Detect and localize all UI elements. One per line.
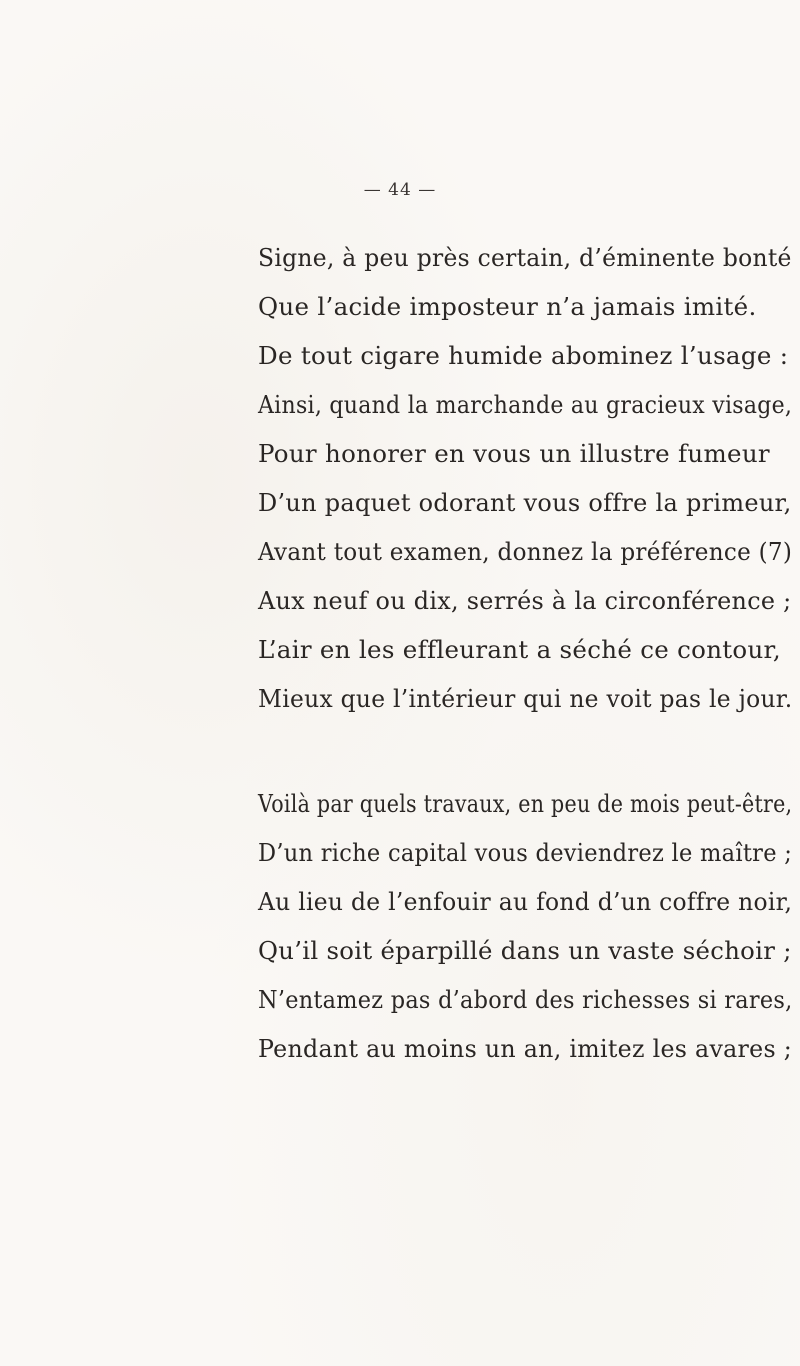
verse-line: L’air en les effleurant a séché ce contour, — [258, 635, 781, 664]
verse-line: N’entamez pas d’abord des richesses si rares, — [258, 985, 793, 1014]
verse-line: Que l’acide imposteur n’a jamais imité. — [258, 292, 757, 321]
verse-line: Pendant au moins un an, imitez les avares ; — [258, 1034, 793, 1063]
verse-line: Ainsi, quand la marchande au gracieux visage, — [258, 390, 793, 419]
verse-line: Aux neuf ou dix, serrés à la circonférence ; — [258, 586, 792, 615]
verse-line: Pour honorer en vous un illustre fumeur — [258, 439, 770, 468]
verse-line: D’un paquet odorant vous offre la primeur, — [258, 488, 792, 517]
verse-line: De tout cigare humide abominez l’usage : — [258, 341, 789, 370]
verse-line: Qu’il soit éparpillé dans un vaste séchoir ; — [258, 936, 792, 965]
verse-line: Voilà par quels travaux, en peu de mois peut-être, — [258, 789, 793, 818]
verse-line: Au lieu de l’enfouir au fond d’un coffre noir, — [258, 887, 793, 916]
verse-line: Mieux que l’intérieur qui ne voit pas le jour. — [258, 684, 793, 713]
page-number: — 44 — — [363, 180, 437, 200]
verse-line: D’un riche capital vous deviendrez le maître ; — [258, 838, 793, 867]
verse-line: Avant tout examen, donnez la préférence (7) — [258, 537, 793, 566]
verse-line: Signe, à peu près certain, d’éminente bonté — [258, 243, 792, 272]
